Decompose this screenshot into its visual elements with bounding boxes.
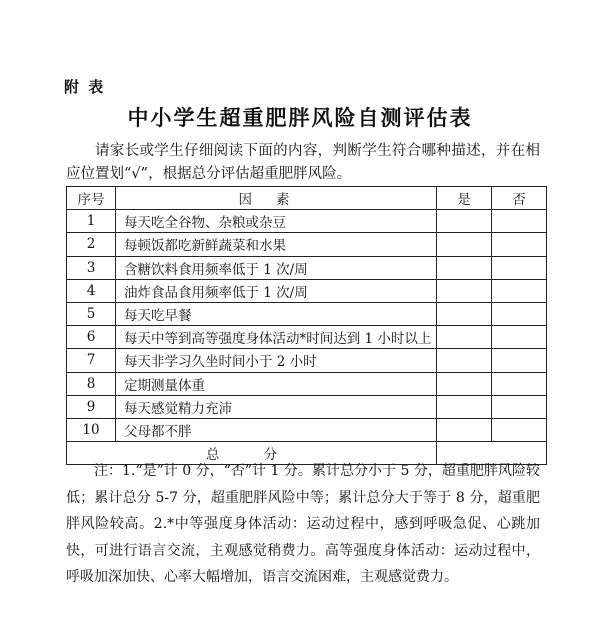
row-number: 2: [67, 233, 116, 256]
row-number: 8: [67, 372, 116, 395]
row-number: 4: [67, 279, 116, 302]
table-row: [67, 326, 547, 349]
row-factor: 每天中等到高等强度身体活动*时间达到 1 小时以上: [116, 326, 437, 349]
notes-paragraph: 注：1.“是”计 0 分，“否”计 1 分。累计总分小于 5 分，超重肥胖风险较低；累计总分 5-7 分，超重肥胖风险中等；累计总分大于等于 8 分，超重肥胖风险较高。2.*中等强度身体活动：运动过程中，感到呼吸急促、心跳加快，可进行语言交流，主观感觉稍费力。高等强度身体活动：运动过程中，呼吸加深加快、心率大幅增加，语言交流困难，主观感觉费力。: [66, 463, 540, 585]
row-factor: 父母都不胖: [116, 418, 437, 441]
table-row: [67, 210, 547, 233]
appendix-label: 附 表: [64, 78, 106, 96]
row-number: 1: [67, 210, 116, 233]
row-factor: 每天感觉精力充沛: [116, 395, 437, 418]
no-cell[interactable]: [492, 256, 547, 279]
row-factor: 每天吃早餐: [116, 302, 437, 325]
row-number: 10: [67, 418, 116, 441]
table-row: [67, 418, 547, 441]
table-header-row: [67, 187, 547, 210]
row-number: 6: [67, 326, 116, 349]
row-factor: 每顿饭都吃新鲜蔬菜和水果: [116, 233, 437, 256]
row-factor: 含糖饮料食用频率低于 1 次/周: [116, 256, 437, 279]
no-cell[interactable]: [492, 395, 547, 418]
header-no: 序号: [67, 187, 116, 210]
no-cell[interactable]: [492, 233, 547, 256]
risk-assessment-table: [66, 186, 547, 465]
row-number: 3: [67, 256, 116, 279]
table-row: [67, 395, 547, 418]
yes-cell[interactable]: [437, 372, 492, 395]
header-yes: 是: [437, 187, 492, 210]
yes-cell[interactable]: [437, 418, 492, 441]
intro-paragraph: 请家长或学生仔细阅读下面的内容，判断学生符合哪种描述，并在相应位置划“√”，根据总分评估超重肥胖风险。: [66, 143, 540, 182]
header-no-answer: 否: [492, 187, 547, 210]
header-factor: 因素: [116, 187, 437, 210]
no-cell[interactable]: [492, 210, 547, 233]
no-cell[interactable]: [492, 326, 547, 349]
table-row: [67, 302, 547, 325]
yes-cell[interactable]: [437, 233, 492, 256]
row-factor: 油炸食品食用频率低于 1 次/周: [116, 279, 437, 302]
yes-cell[interactable]: [437, 349, 492, 372]
row-number: 7: [67, 349, 116, 372]
row-number: 9: [67, 395, 116, 418]
yes-cell[interactable]: [437, 279, 492, 302]
table-row: [67, 372, 547, 395]
yes-cell[interactable]: [437, 210, 492, 233]
yes-cell[interactable]: [437, 395, 492, 418]
row-factor: 每天吃全谷物、杂粮或杂豆: [116, 210, 437, 233]
row-number: 5: [67, 302, 116, 325]
table-row: [67, 233, 547, 256]
yes-cell[interactable]: [437, 302, 492, 325]
yes-cell[interactable]: [437, 256, 492, 279]
table-row: [67, 349, 547, 372]
table-row: [67, 279, 547, 302]
table-row: [67, 256, 547, 279]
yes-cell[interactable]: [437, 326, 492, 349]
no-cell[interactable]: [492, 372, 547, 395]
row-factor: 每天非学习久坐时间小于 2 小时: [116, 349, 437, 372]
page-title: 中小学生超重肥胖风险自测评估表: [127, 106, 473, 130]
no-cell[interactable]: [492, 349, 547, 372]
no-cell[interactable]: [492, 302, 547, 325]
no-cell[interactable]: [492, 279, 547, 302]
no-cell[interactable]: [492, 418, 547, 441]
row-factor: 定期测量体重: [116, 372, 437, 395]
total-label: 总 分: [67, 442, 437, 465]
